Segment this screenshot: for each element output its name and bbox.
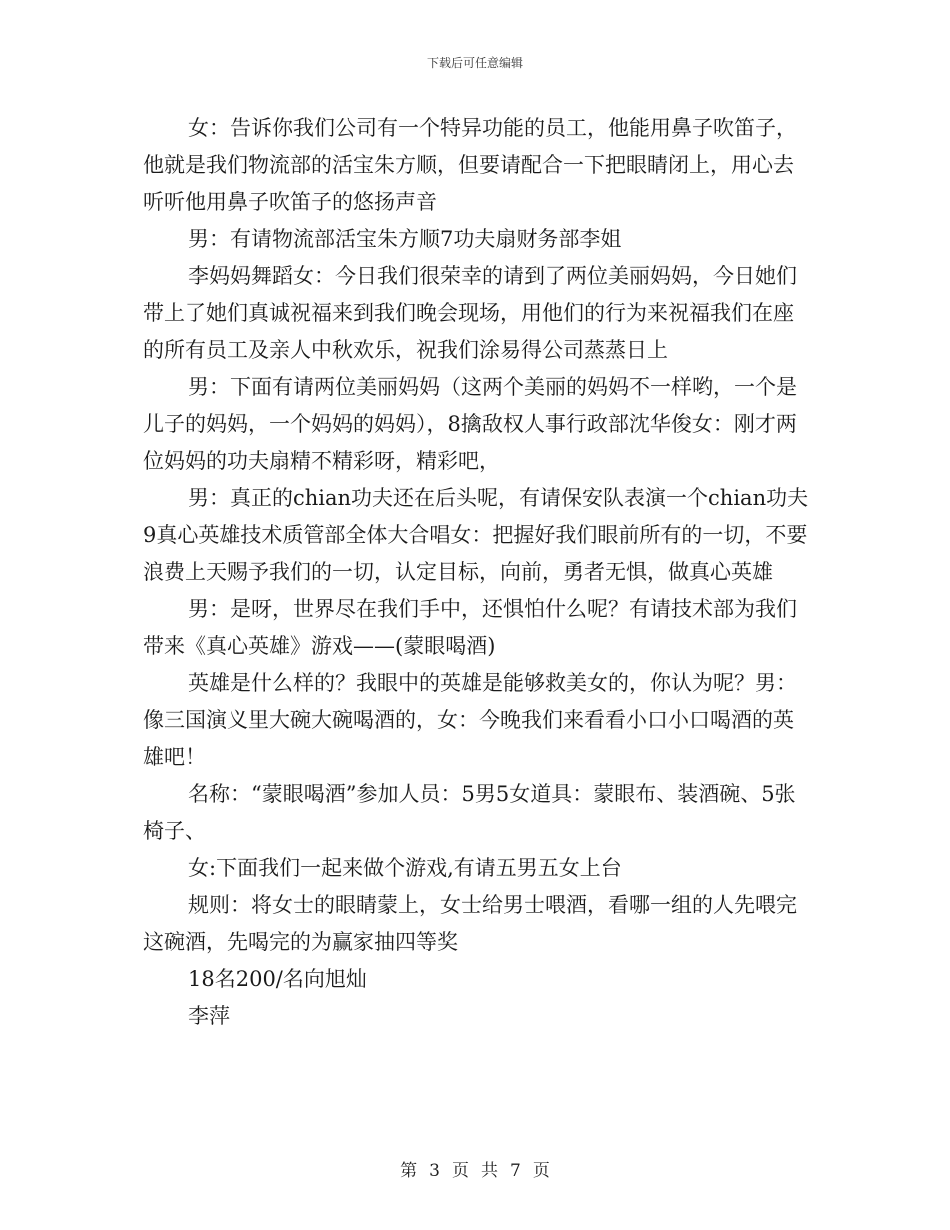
paragraph: 名称：“蒙眼喝酒”参加人员：5男5女道具：蒙眼布、装酒碗、5张椅子、 [143,782,796,843]
page-number: 3 [429,1161,440,1181]
footer-label-ye2: 页 [532,1161,550,1181]
footer-label-di: 第 [400,1161,418,1181]
paragraph: 男：有请物流部活宝朱方顺7功夫扇财务部李姐 [188,227,622,251]
page-footer [0,1156,950,1181]
paragraph: 李妈妈舞蹈女：今日我们很荣幸的请到了两位美丽妈妈，今日她们带上了她们真诚祝福来到我们晚会现场，用他们的行为来祝福我们在座的所有员工及亲人中秋欢乐，祝我们涂易得公司蒸蒸日上 [143,264,797,362]
page-header: 下载后可任意编辑 [426,56,523,70]
paragraph: 男：下面有请两位美丽妈妈（这两个美丽的妈妈不一样哟，一个是儿子的妈妈，一个妈妈的妈妈），8擒敌权人事行政部沈华俊女：刚才两位妈妈的功夫扇精不精彩呀，精彩吧， [143,375,797,473]
paragraph: 李萍 [188,1004,230,1028]
paragraph: 英雄是什么样的？我眼中的英雄是能够救美女的，你认为呢？男：像三国演义里大碗大碗喝酒的，女：今晚我们来看看小口小口喝酒的英雄吧！ [143,671,797,769]
paragraph: 规则：将女士的眼睛蒙上，女士给男士喂酒，看哪一组的人先喂完这碗酒，先喝完的为赢家抽四等奖 [143,893,797,954]
paragraph: 女:下面我们一起来做个游戏,有请五男五女上台 [188,856,622,880]
footer-label-gong: 共 [481,1161,498,1181]
paragraph: 男：真正的chian功夫还在后头呢，有请保安队表演一个chian功夫9真心英雄技术质管部全体大合唱女：把握好我们眼前所有的一切，不要浪费上天赐予我们的一切，认定目标，向前，勇者无惧，做真心英雄 [143,486,809,584]
paragraph: 女：告诉你我们公司有一个特异功能的员工，他能用鼻子吹笛子，他就是我们物流部的活宝朱方顺，但要请配合一下把眼睛闭上，用心去听听他用鼻子吹笛子的悠扬声音 [143,116,797,214]
total-pages: 7 [510,1161,521,1181]
paragraph: 18名200/名向旭灿 [188,967,367,991]
document-body [143,110,811,1035]
footer-label-ye: 页 [452,1161,469,1181]
paragraph: 男：是呀，世界尽在我们手中，还惧怕什么呢？有请技术部为我们带来《真心英雄》游戏——(蒙眼喝酒) [143,597,797,658]
